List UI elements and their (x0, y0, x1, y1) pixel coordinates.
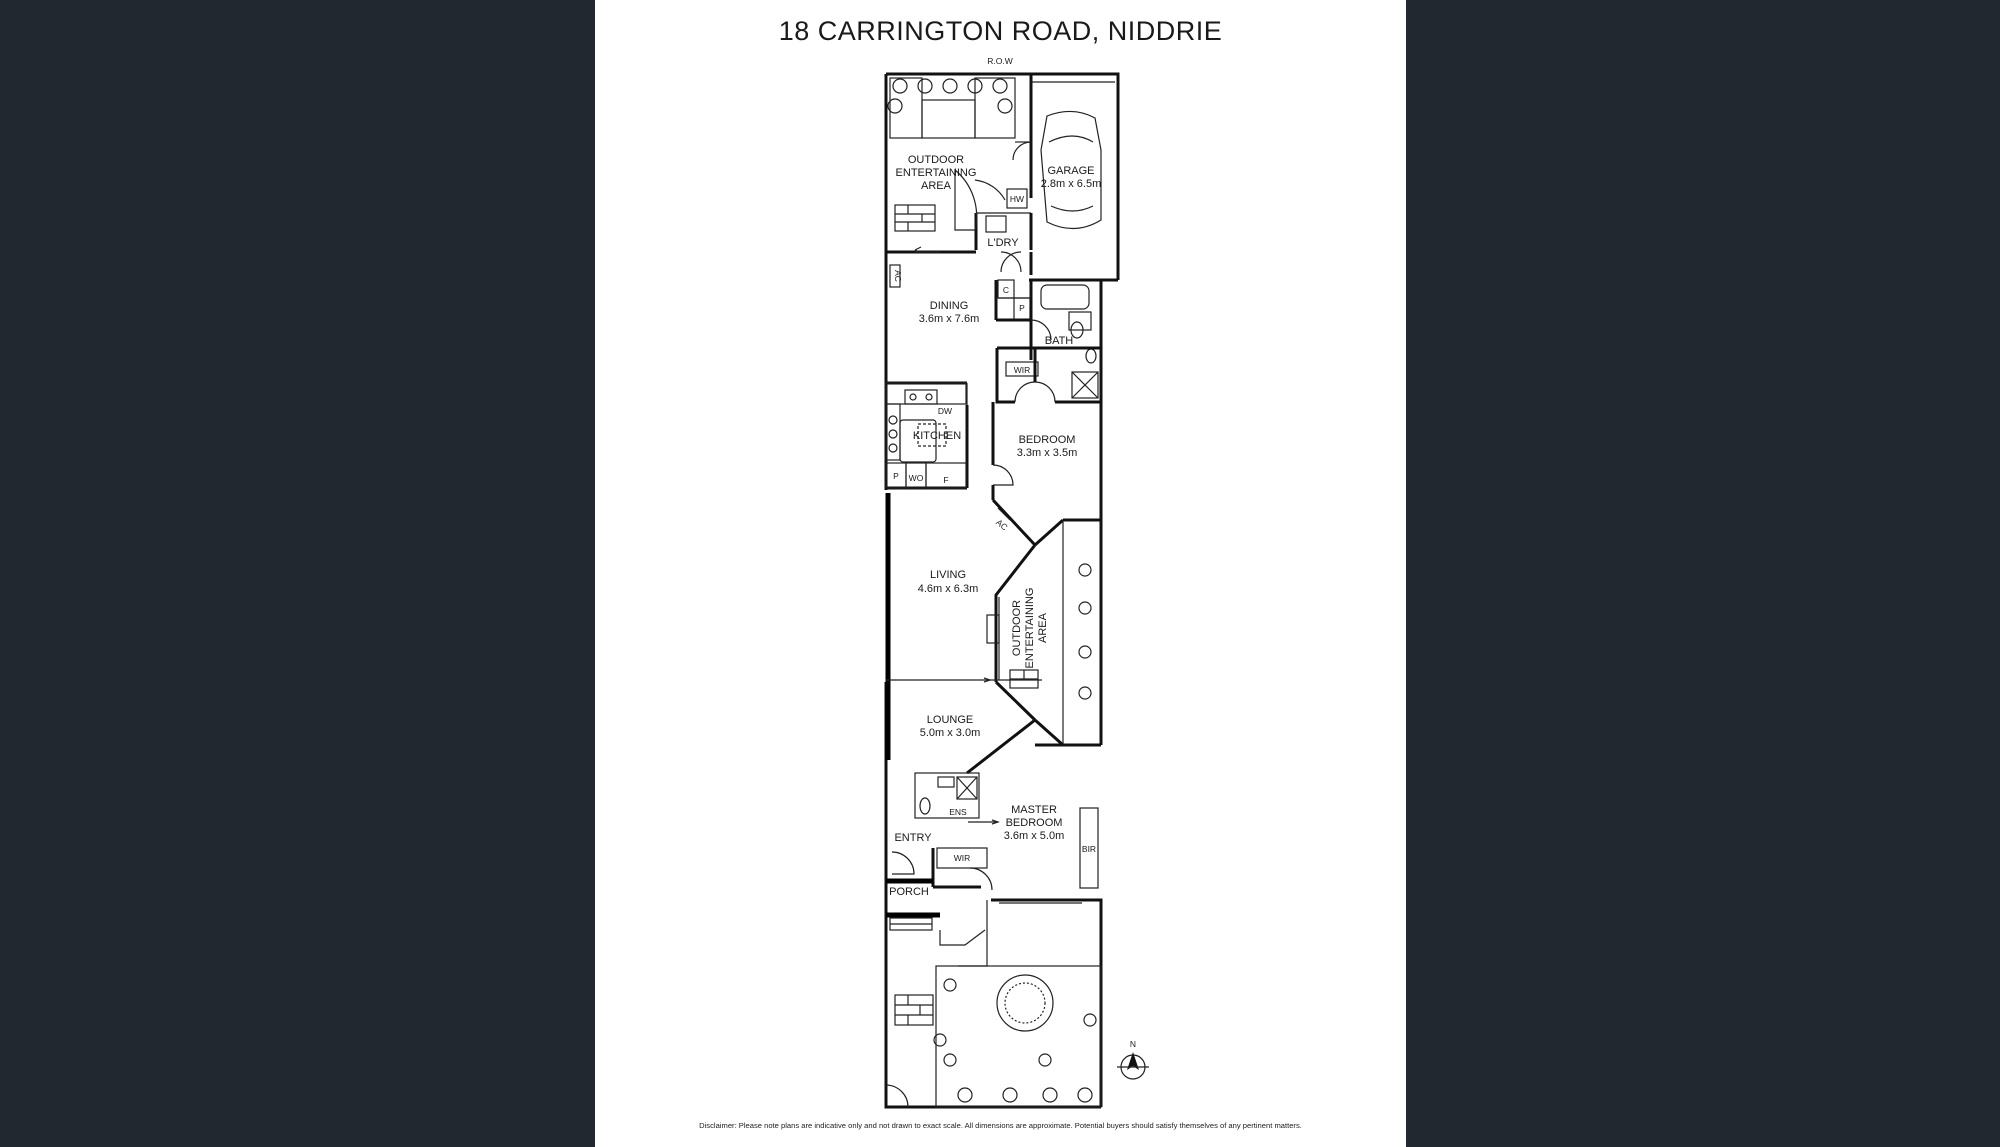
bedroom-size: 3.3m x 3.5m (1016, 447, 1078, 459)
compass-label: N (1129, 1039, 1137, 1049)
north-compass-icon (1117, 1039, 1149, 1079)
living-zone (918, 520, 1101, 745)
outdoor-top-label-2: ENTERTAINING (895, 167, 977, 179)
dining-size: 3.6m x 7.6m (918, 313, 980, 325)
outdoor-side-label-1: OUTDOOR (1011, 599, 1023, 657)
floor-plan-sheet (595, 0, 1406, 1147)
lounge-label: LOUNGE (926, 714, 974, 726)
living-label: LIVING (929, 569, 967, 581)
master-size: 3.6m x 5.0m (1003, 830, 1065, 842)
brick-wall-icon (895, 995, 933, 1025)
c-label: C (1002, 285, 1010, 295)
laundry-label: L'DRY (987, 237, 1019, 249)
dining-label: DINING (929, 300, 969, 312)
floor-plan-drawing (595, 0, 1406, 1147)
wir1-label: WIR (1013, 365, 1031, 375)
wo-label: WO (908, 473, 924, 483)
living-size: 4.6m x 6.3m (917, 583, 979, 595)
bath-label: BATH (1044, 335, 1074, 347)
porch-label: PORCH (889, 886, 929, 898)
master-label-2: BEDROOM (1005, 817, 1063, 829)
brick-bbq-icon (895, 205, 935, 231)
garage-size: 2.8m x 6.5m (1040, 178, 1102, 190)
ens-label: ENS (949, 807, 967, 817)
dining-zone (886, 247, 1101, 545)
front-garden (886, 900, 1101, 1107)
hw-label: HW (1009, 194, 1025, 204)
dw-label: DW (937, 406, 953, 416)
row-label: R.O.W (987, 56, 1013, 66)
master-label-1: MASTER (1011, 804, 1057, 816)
p2-label: P (893, 471, 899, 481)
outdoor-top-label-1: OUTDOOR (907, 154, 965, 166)
ac2-label: AC (994, 517, 1010, 533)
ac1-label: AC (893, 270, 903, 282)
disclaimer: Disclaimer: Please note plans are indicative only and not drawn to exact scale. All dimensions are approximate. Potential buyers should satisfy themselves of any pertinent matters. (699, 1121, 1302, 1130)
garage-label: GARAGE (1047, 165, 1095, 177)
plan-title: 18 CARRINGTON ROAD, NIDDRIE (778, 16, 1223, 46)
lounge-size: 5.0m x 3.0m (919, 727, 981, 739)
outdoor-side-label-3: AREA (1037, 613, 1049, 643)
outdoor-side-label-2: ENTERTAINING (1024, 587, 1036, 669)
bir-label: BIR (1081, 844, 1097, 854)
kitchen-label: KITCHEN (912, 430, 962, 442)
entry-label: ENTRY (894, 832, 932, 844)
outdoor-top-label-3: AREA (921, 180, 951, 192)
p1-label: P (1019, 303, 1025, 313)
master-zone (886, 678, 1101, 930)
bedroom-label: BEDROOM (1018, 434, 1076, 446)
wir2-label: WIR (953, 853, 971, 863)
f-label: F (943, 475, 949, 485)
top-zone (888, 78, 1118, 280)
